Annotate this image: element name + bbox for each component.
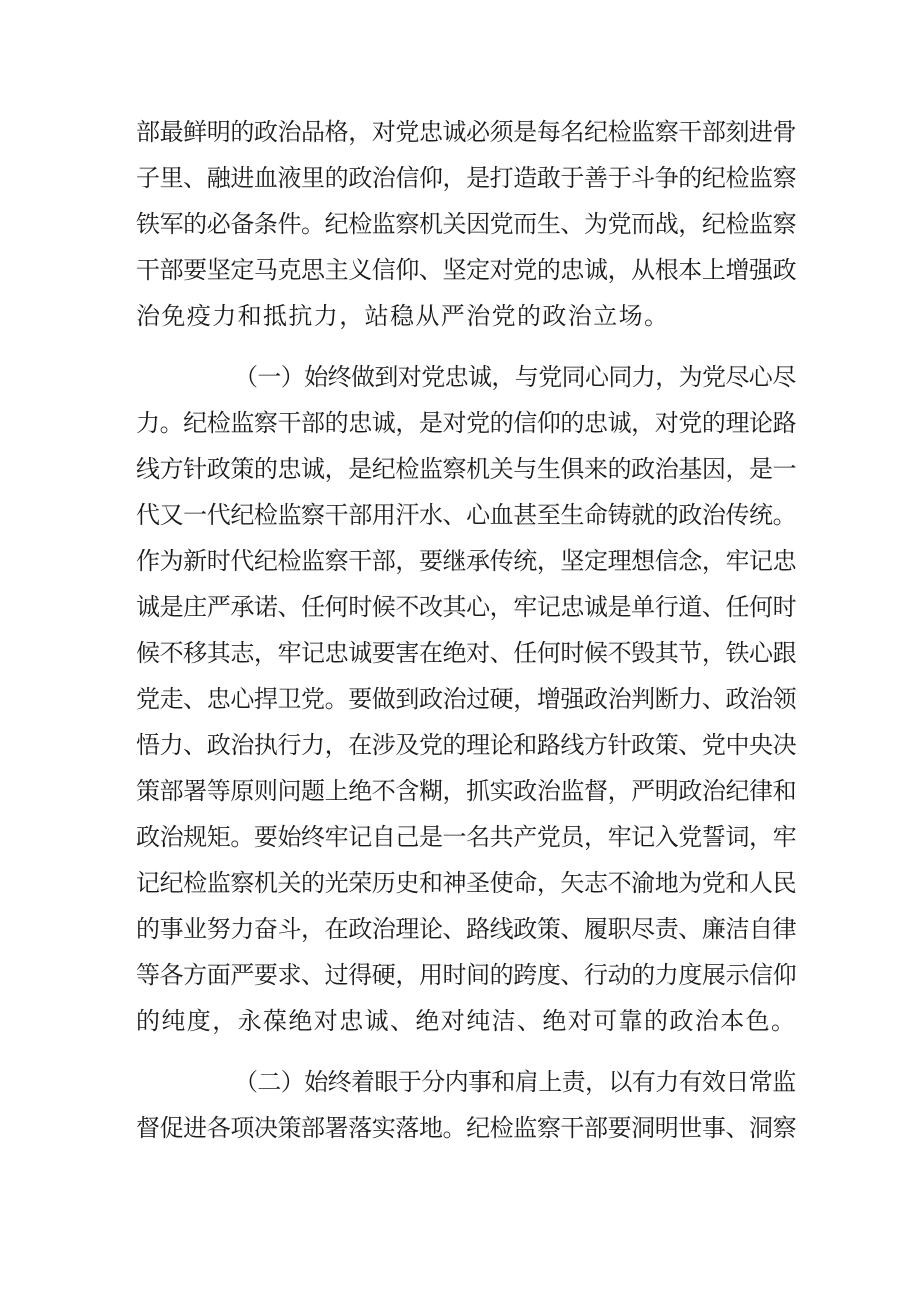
text-line: 策部署等原则问题上绝不含糊，抓实政治监督，严明政治纪律和 xyxy=(136,777,797,805)
text-line: 干部要坚定马克思主义信仰、坚定对党的忠诚，从根本上增强政 xyxy=(136,256,797,284)
text-line: 作为新时代纪检监察干部，要继承传统，坚定理想信念，牢记忠 xyxy=(136,547,797,575)
text-line: 力。纪检监察干部的忠诚，是对党的信仰的忠诚，对党的理论路 xyxy=(136,409,797,437)
text-line: 悟力、政治执行力，在涉及党的理论和路线方针政策、党中央决 xyxy=(136,731,797,759)
text-line: 督促进各项决策部署落实落地。纪检监察干部要洞明世事、洞察 xyxy=(136,1114,797,1142)
paragraph-heading-1: （一）始终做到对党忠诚，与党同心同力，为党尽心尽 xyxy=(234,363,796,391)
text-line: 候不移其志，牢记忠诚要害在绝对、任何时候不毁其节，铁心跟 xyxy=(136,639,797,667)
text-line: 治免疫力和抵抗力，站稳从严治党的政治立场。 xyxy=(136,302,670,330)
text-line: 的事业努力奋斗，在政治理论、路线政策、履职尽责、廉洁自律 xyxy=(136,915,797,943)
text-line: 的纯度，永葆绝对忠诚、绝对纯洁、绝对可靠的政治本色。 xyxy=(136,1007,797,1035)
text-line: 政治规矩。要始终牢记自己是一名共产党员，牢记入党誓词，牢 xyxy=(136,823,797,851)
text-line: 等各方面严要求、过得硬，用时间的跨度、行动的力度展示信仰 xyxy=(136,961,797,989)
text-line: 诚是庄严承诺、任何时候不改其心，牢记忠诚是单行道、任何时 xyxy=(136,593,797,621)
paragraph-heading-2: （二）始终着眼于分内事和肩上责，以有力有效日常监 xyxy=(234,1068,796,1096)
text-line: 党走、忠心捍卫党。要做到政治过硬，增强政治判断力、政治领 xyxy=(136,685,797,713)
text-line: 部最鲜明的政治品格，对党忠诚必须是每名纪检监察干部刻进骨 xyxy=(136,118,797,146)
text-line: 代又一代纪检监察干部用汗水、心血甚至生命铸就的政治传统。 xyxy=(136,501,797,529)
text-line: 子里、融进血液里的政治信仰，是打造敢于善于斗争的纪检监察 xyxy=(136,164,797,192)
text-line: 铁军的必备条件。纪检监察机关因党而生、为党而战，纪检监察 xyxy=(136,210,797,238)
text-line: 线方针政策的忠诚，是纪检监察机关与生俱来的政治基因，是一 xyxy=(136,455,797,483)
text-line: 记纪检监察机关的光荣历史和神圣使命，矢志不渝地为党和人民 xyxy=(136,869,797,897)
